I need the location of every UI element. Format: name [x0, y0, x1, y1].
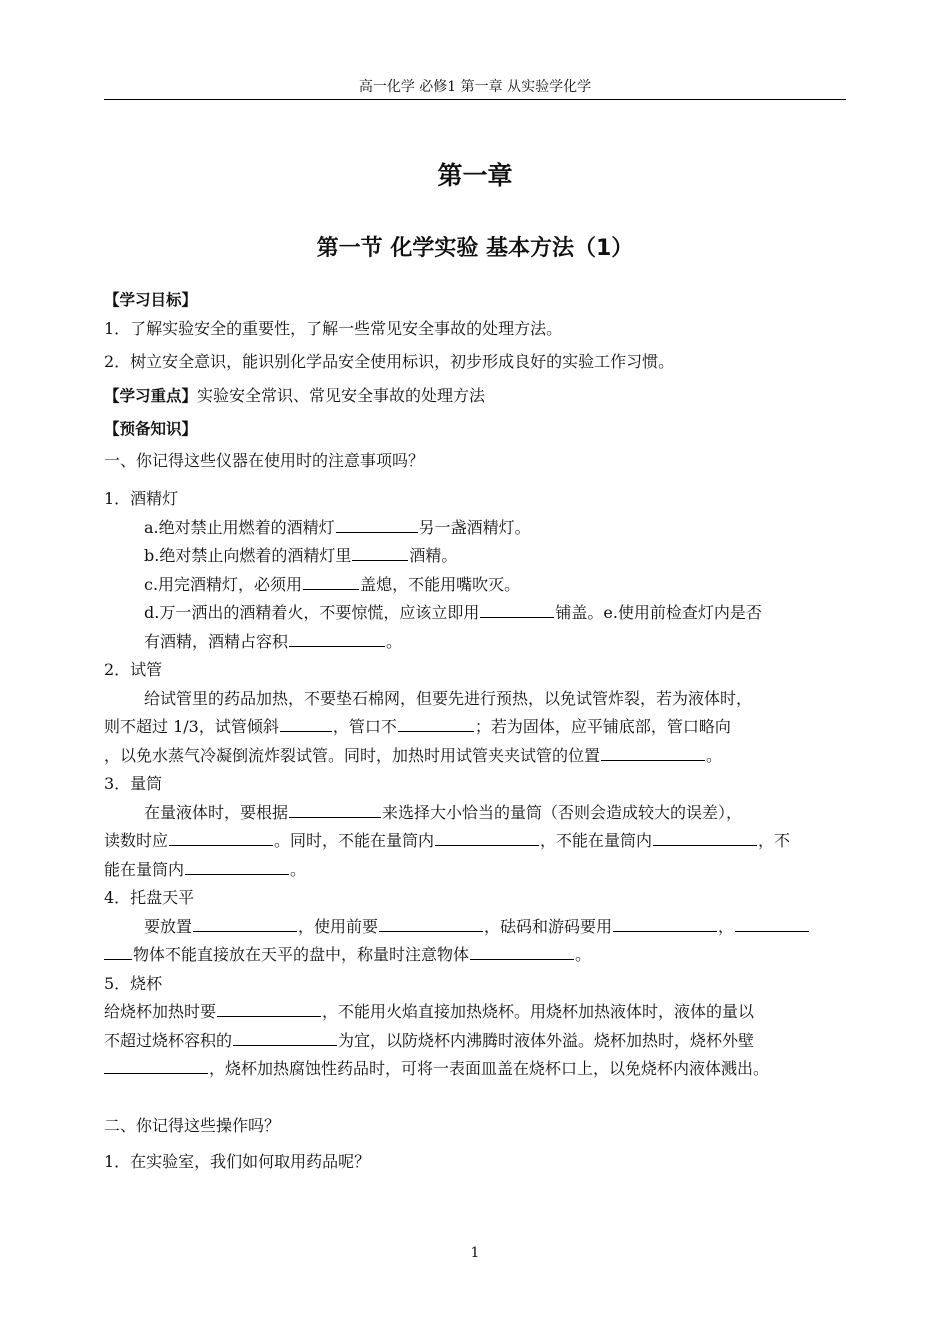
text: c.用完酒精灯，必须用	[144, 574, 303, 594]
blank	[379, 915, 483, 932]
beaker-line-3	[104, 1055, 846, 1084]
beaker-line-1	[104, 998, 846, 1027]
blank	[613, 915, 717, 932]
text: 。	[575, 945, 592, 964]
lamp-item-d	[104, 599, 846, 628]
text: ，烧杯加热腐蚀性药品时，可将一表面皿盖在烧杯口上，以免烧杯内液体溅出。	[209, 1059, 770, 1078]
focus-heading: 【学习重点】	[104, 386, 198, 405]
page-number: 1	[470, 1245, 480, 1261]
text: ，不能用火焰直接加热烧杯。用烧杯加热液体时，液体的量以	[322, 1002, 755, 1021]
text: a.绝对禁止用燃着的酒精灯	[144, 517, 335, 537]
balance-line-2	[104, 941, 846, 970]
blank	[653, 829, 757, 846]
blank	[303, 573, 359, 590]
text: ，	[718, 916, 735, 936]
text: 酒精。	[409, 546, 458, 565]
section-title: 第一节 化学实验 基本方法（1）	[316, 236, 634, 261]
blank	[104, 943, 132, 960]
blank	[233, 1029, 337, 1046]
balance-title: 4．托盘天平	[104, 888, 195, 907]
text: 为宜，以防烧杯内沸腾时液体外溢。烧杯加热时，烧杯外壁	[338, 1030, 755, 1050]
text: 盖熄，不能用嘴吹灭。	[360, 574, 521, 594]
text: 。	[706, 745, 723, 765]
text: 不超过烧杯容积的	[104, 1030, 233, 1050]
blank	[735, 915, 809, 932]
text: 另一盏酒精灯。	[418, 517, 531, 537]
goal-1: 1．了解实验安全的重要性，了解一些常见安全事故的处理方法。	[104, 318, 563, 338]
cylinder-title: 3．量筒	[104, 774, 163, 793]
tube-title: 2．试管	[104, 660, 163, 679]
lamp-item-a	[104, 514, 846, 543]
text: ；若为固体，应平铺底部，管口略向	[474, 717, 731, 736]
focus-line	[104, 382, 846, 411]
cylinder-line-3	[104, 856, 846, 885]
blank	[601, 744, 705, 761]
part2-title: 二、你记得这些操作吗？	[104, 1115, 281, 1135]
blank	[336, 516, 418, 533]
text: 能在量筒内	[104, 859, 185, 879]
blank	[289, 801, 381, 818]
chapter-title: 第一章	[437, 161, 513, 190]
beaker-line-2	[104, 1027, 846, 1056]
text: ，不	[758, 831, 791, 850]
text: 有酒精，酒精占容积	[144, 631, 289, 651]
blank	[352, 544, 408, 561]
goals-heading: 【学习目标】	[104, 291, 198, 309]
lamp-item-c	[104, 571, 846, 600]
lamp-item-e	[104, 628, 846, 657]
text: 则不超过 1/3，试管倾斜	[104, 717, 279, 736]
text: d.万一洒出的酒精着火，不要惊慌，应该立即用	[144, 603, 480, 622]
blank	[104, 1057, 208, 1074]
part1-title: 一、你记得这些仪器在使用时的注意事项吗？	[104, 450, 425, 470]
text: ，不能在量筒内	[540, 831, 653, 850]
text: 。	[386, 631, 403, 651]
text: 在量液体时，要根据	[144, 802, 289, 822]
cylinder-line-2	[104, 827, 846, 856]
text: 铺盖。e.使用前检查灯内是否	[555, 603, 762, 622]
text: ，管口不	[332, 717, 397, 736]
text: ，以免水蒸气冷凝倒流炸裂试管。同时，加热时用试管夹夹试管的位置	[104, 745, 601, 765]
text: ，使用前要	[298, 916, 379, 936]
text: 要放置	[144, 916, 193, 936]
tube-line-2	[104, 713, 846, 742]
part2-question-1: 1．在实验室，我们如何取用药品呢？	[104, 1152, 371, 1171]
blank	[480, 601, 554, 618]
beaker-title: 5．烧杯	[104, 973, 163, 993]
blank	[217, 1000, 321, 1017]
text: 物体不能直接放在天平的盘中，称量时注意物体	[133, 945, 470, 964]
page-header: 高一化学 必修1 第一章 从实验学化学	[104, 76, 846, 100]
blank	[193, 915, 297, 932]
blank	[470, 943, 574, 960]
blank	[435, 829, 539, 846]
text: 来选择大小恰当的量筒（否则会造成较大的误差），	[382, 802, 743, 822]
document-body	[104, 286, 846, 1177]
goal-2: 2．树立安全意识，能识别化学品安全使用标识，初步形成良好的实验工作习惯。	[104, 352, 675, 371]
blank	[280, 715, 332, 732]
cylinder-line-1	[104, 799, 846, 828]
blank	[169, 829, 273, 846]
lamp-title: 1．酒精灯	[104, 489, 179, 508]
blank	[289, 630, 385, 647]
blank	[185, 858, 289, 875]
balance-line-1	[104, 913, 846, 942]
tube-line-3	[104, 742, 846, 771]
prior-heading: 【预备知识】	[104, 420, 198, 438]
text: 。	[290, 859, 307, 879]
focus-text: 实验安全常识、常见安全事故的处理方法	[197, 385, 486, 405]
text: 给烧杯加热时要	[104, 1002, 217, 1021]
text: ，砝码和游码要用	[484, 916, 613, 936]
text: b.绝对禁止向燃着的酒精灯里	[144, 546, 352, 565]
text: 读数时应	[104, 831, 169, 850]
text: 。同时，不能在量筒内	[274, 831, 435, 850]
lamp-item-b	[104, 542, 846, 571]
blank	[398, 715, 474, 732]
tube-line-1: 给试管里的药品加热，不要垫石棉网，但要先进行预热，以免试管炸裂，若为液体时，	[144, 688, 753, 708]
